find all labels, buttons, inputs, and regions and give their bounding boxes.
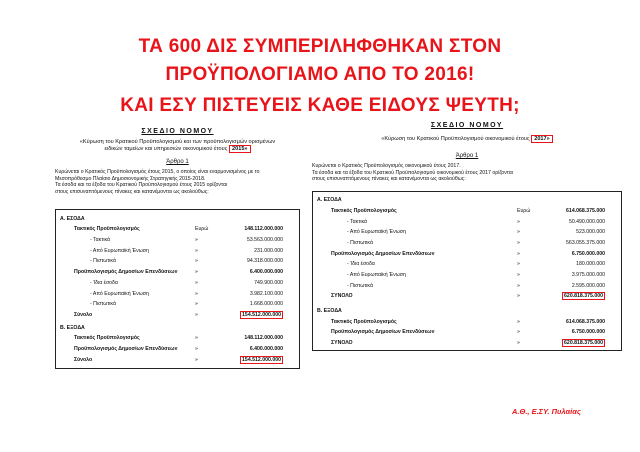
row-unit: »	[195, 279, 198, 286]
table-row	[56, 245, 299, 256]
row-label: - Πιστωτικά	[347, 239, 373, 246]
row-unit: »	[517, 318, 520, 325]
row-value: 180.000.000	[576, 261, 605, 268]
row-value: 6.750.000.000	[571, 329, 605, 336]
row-label: - Τακτικά	[347, 218, 367, 225]
row-label: Τακτικός Προϋπολογισμός	[74, 226, 140, 233]
row-unit: Ευρώ	[195, 226, 209, 233]
table-row	[56, 288, 299, 299]
bill-subject-line: «Κύρωση του Κρατικού Προϋπολογισμού οικονομικού έτους	[381, 136, 532, 142]
article-text-line: Κυρώνεται ο Κρατικός Προϋπολογισμός έτους 2015, ο οποίος είναι εναρμονισμένος με το	[55, 169, 260, 175]
article-text	[55, 169, 300, 195]
row-value: 148.112.000.000	[244, 226, 283, 233]
row-value: 749.900.000	[254, 279, 283, 286]
row-unit: »	[517, 271, 520, 278]
table-row	[313, 195, 621, 206]
row-value	[217, 357, 299, 363]
row-label: Σύνολο	[74, 311, 93, 318]
table-row	[313, 338, 621, 349]
table-row	[56, 256, 299, 267]
row-unit: »	[517, 329, 520, 336]
row-value: 53.563.000.000	[246, 237, 283, 244]
table-row	[313, 248, 621, 259]
table-row	[56, 344, 299, 355]
row-label: - Πιστωτικά	[90, 301, 116, 308]
row-label: ΣΥΝΟΛΟ	[331, 340, 353, 347]
row-label: ΣΥΝΟΛΟ	[331, 293, 353, 300]
table-row	[56, 213, 299, 224]
row-unit: »	[195, 301, 198, 308]
year-highlight: 2015»	[229, 145, 251, 153]
row-value	[539, 340, 621, 346]
row-unit: »	[195, 269, 198, 276]
table-row	[313, 216, 621, 227]
row-value: 148.112.000.000	[244, 335, 283, 342]
row-value: 614.068.375.000	[566, 318, 605, 325]
table-row	[313, 306, 621, 317]
total-highlight: 620.818.375.000	[564, 340, 603, 347]
table-row	[56, 333, 299, 344]
row-label: Α. ΕΣΟΔΑ	[317, 197, 342, 204]
row-unit: »	[195, 311, 198, 318]
table-row	[56, 310, 299, 321]
article-heading: Άρθρο 1	[166, 159, 189, 165]
row-label: - Πιστωτικά	[90, 258, 116, 265]
row-label: - Από Ευρωπαϊκή Ένωση	[347, 271, 406, 278]
budget-table	[55, 209, 300, 369]
row-label: - Από Ευρωπαϊκή Ένωση	[90, 290, 149, 297]
total-highlight: 620.818.375.000	[564, 293, 603, 300]
bill-subject	[312, 136, 622, 143]
row-unit: »	[195, 356, 198, 363]
row-value: 2.595.000.000	[571, 282, 605, 289]
row-label: Β. ΕΞΟΔΑ	[60, 324, 85, 331]
row-value	[539, 293, 621, 299]
row-value: 6.750.000.000	[571, 250, 605, 257]
row-value: 6.400.000.000	[249, 269, 283, 276]
headline-line-3: ΚΑΙ ΕΣΥ ΠΙΣΤΕΥΕΙΣ ΚΑΘΕ ΕΙΔΟΥΣ ΨΕΥΤΗ;	[120, 95, 520, 116]
row-label: Προϋπολογισμός Δημοσίων Επενδύσεων	[331, 329, 435, 336]
revenue-section	[313, 192, 621, 302]
table-row	[56, 235, 299, 246]
row-value: 231.000.000	[254, 247, 283, 254]
row-unit: »	[195, 247, 198, 254]
table-row	[56, 278, 299, 289]
article-heading: Άρθρο 1	[455, 153, 479, 159]
row-label: - Ίδια έσοδα	[347, 261, 375, 268]
article-text-line: Κυρώνεται ο Κρατικός Προϋπολογισμός οικονομικού έτους 2017.	[312, 163, 461, 169]
row-label: Τακτικός Προϋπολογισμός	[331, 318, 397, 325]
row-unit: »	[517, 250, 520, 257]
table-row	[313, 280, 621, 291]
bill-title: ΣΧΕΔΙΟ ΝΟΜΟΥ	[141, 128, 214, 135]
article-text-line: Τα έσοδα και τα έξοδα του Κρατικού Προϋπολογισμού έτους 2015 ορίζονται	[55, 182, 228, 189]
table-row	[313, 316, 621, 327]
row-value: 50.490.000.000	[568, 218, 605, 225]
table-row	[56, 299, 299, 310]
table-row	[56, 224, 299, 235]
row-value: 523.000.000	[576, 229, 605, 236]
row-unit: »	[195, 335, 198, 342]
table-row	[313, 327, 621, 338]
table-row	[56, 267, 299, 278]
table-row	[313, 270, 621, 281]
bill-subject	[55, 139, 300, 153]
bill-subject-line-1: «Κύρωση του Κρατικού Προϋπολογισμού και των προϋπολογισμών ορισμένων	[79, 139, 276, 145]
revenue-section	[56, 210, 299, 320]
row-label: - Πιστωτικά	[347, 282, 373, 289]
row-unit: »	[195, 237, 198, 244]
row-unit: »	[517, 261, 520, 268]
row-label: Α. ΕΣΟΔΑ	[60, 215, 85, 222]
expense-section	[313, 302, 621, 351]
row-label: Β. ΕΞΟΔΑ	[317, 308, 342, 314]
row-label: Τακτικός Προϋπολογισμός	[74, 335, 140, 342]
row-value: 3.982.100.000	[249, 290, 283, 297]
table-row	[313, 205, 621, 216]
budget-table	[312, 191, 622, 352]
row-label: - Ίδια έσοδα	[90, 279, 118, 286]
bill-2017-document	[312, 122, 622, 351]
row-label: Προϋπολογισμός Δημοσίων Επενδύσεων	[74, 345, 178, 352]
year-highlight: 2017»	[531, 135, 553, 143]
row-label: Προϋπολογισμός Δημοσίων Επενδύσεων	[331, 250, 435, 257]
table-row	[313, 291, 621, 302]
headline-line-2: ΠΡΟΫΠΟΛΟΓΙΑΜΟ ΑΠΟ ΤΟ 2016!	[165, 64, 475, 85]
row-unit: »	[517, 340, 520, 347]
row-unit: »	[195, 290, 198, 297]
row-value	[217, 312, 299, 318]
credit-signature: Α.Θ., Ε.ΣΥ. Πυλαίας	[512, 407, 581, 416]
row-value: 614.068.375.000	[566, 207, 605, 214]
row-unit: »	[517, 293, 520, 300]
article-text	[312, 163, 622, 183]
row-unit: »	[195, 345, 198, 352]
table-row	[313, 238, 621, 249]
row-unit: »	[517, 229, 520, 236]
bill-2015-document	[55, 128, 300, 369]
total-highlight: 154.512.000.000	[242, 356, 281, 363]
row-label: - Από Ευρωπαϊκή Ένωση	[347, 229, 406, 236]
table-row	[56, 354, 299, 365]
table-row	[313, 259, 621, 270]
row-unit: Ευρώ	[517, 207, 531, 214]
row-label: - Τακτικά	[90, 237, 110, 244]
row-unit: »	[195, 258, 198, 265]
expense-section	[56, 320, 299, 368]
row-label: Τακτικός Προϋπολογισμός	[331, 207, 397, 214]
row-value: 1.668.000.000	[249, 301, 283, 308]
headline-line-1: ΤΑ 600 ΔΙΣ ΣΥΜΠΕΡΙΛΗΦΘΗΚΑΝ ΣΤΟΝ	[138, 36, 502, 57]
row-value: 94.318.000.000	[246, 258, 283, 265]
row-unit: »	[517, 218, 520, 225]
row-value: 3.975.000.000	[571, 271, 605, 278]
article-text-line: στους επισυναπτόμενους πίνακες και κατανέμονται ως ακολούθως:	[55, 188, 209, 195]
bill-title: ΣΧΕΔΙΟ ΝΟΜΟΥ	[430, 122, 504, 129]
row-value: 563.055.375.000	[566, 239, 605, 246]
row-label: Σύνολο	[74, 356, 93, 363]
table-row	[56, 322, 299, 333]
article-text-line: στους επισυναπτόμενους πίνακες και κατανέμονται ως ακολούθως:	[312, 176, 466, 183]
row-unit: »	[517, 239, 520, 246]
row-label: - Από Ευρωπαϊκή Ένωση	[90, 247, 149, 254]
bill-subject-line-2: ειδικών ταμείων και υπηρεσιών οικονομικού έτους	[104, 146, 229, 152]
article-text-line: Τα έσοδα και τα έξοδα του Κρατικού Προϋπολογισμού οικονομικού έτους 2017 ορίζονται	[312, 169, 513, 176]
article-text-line: Μεσοπρόθεσμο Πλαίσιο Δημοσιονομικής Στρατηγικής 2015-2018.	[55, 175, 206, 182]
row-label: Προϋπολογισμός Δημοσίων Επενδύσεων	[74, 269, 178, 276]
row-value: 6.400.000.000	[249, 345, 283, 352]
row-unit: »	[517, 282, 520, 289]
total-highlight: 154.512.000.000	[242, 311, 281, 318]
table-row	[313, 227, 621, 238]
